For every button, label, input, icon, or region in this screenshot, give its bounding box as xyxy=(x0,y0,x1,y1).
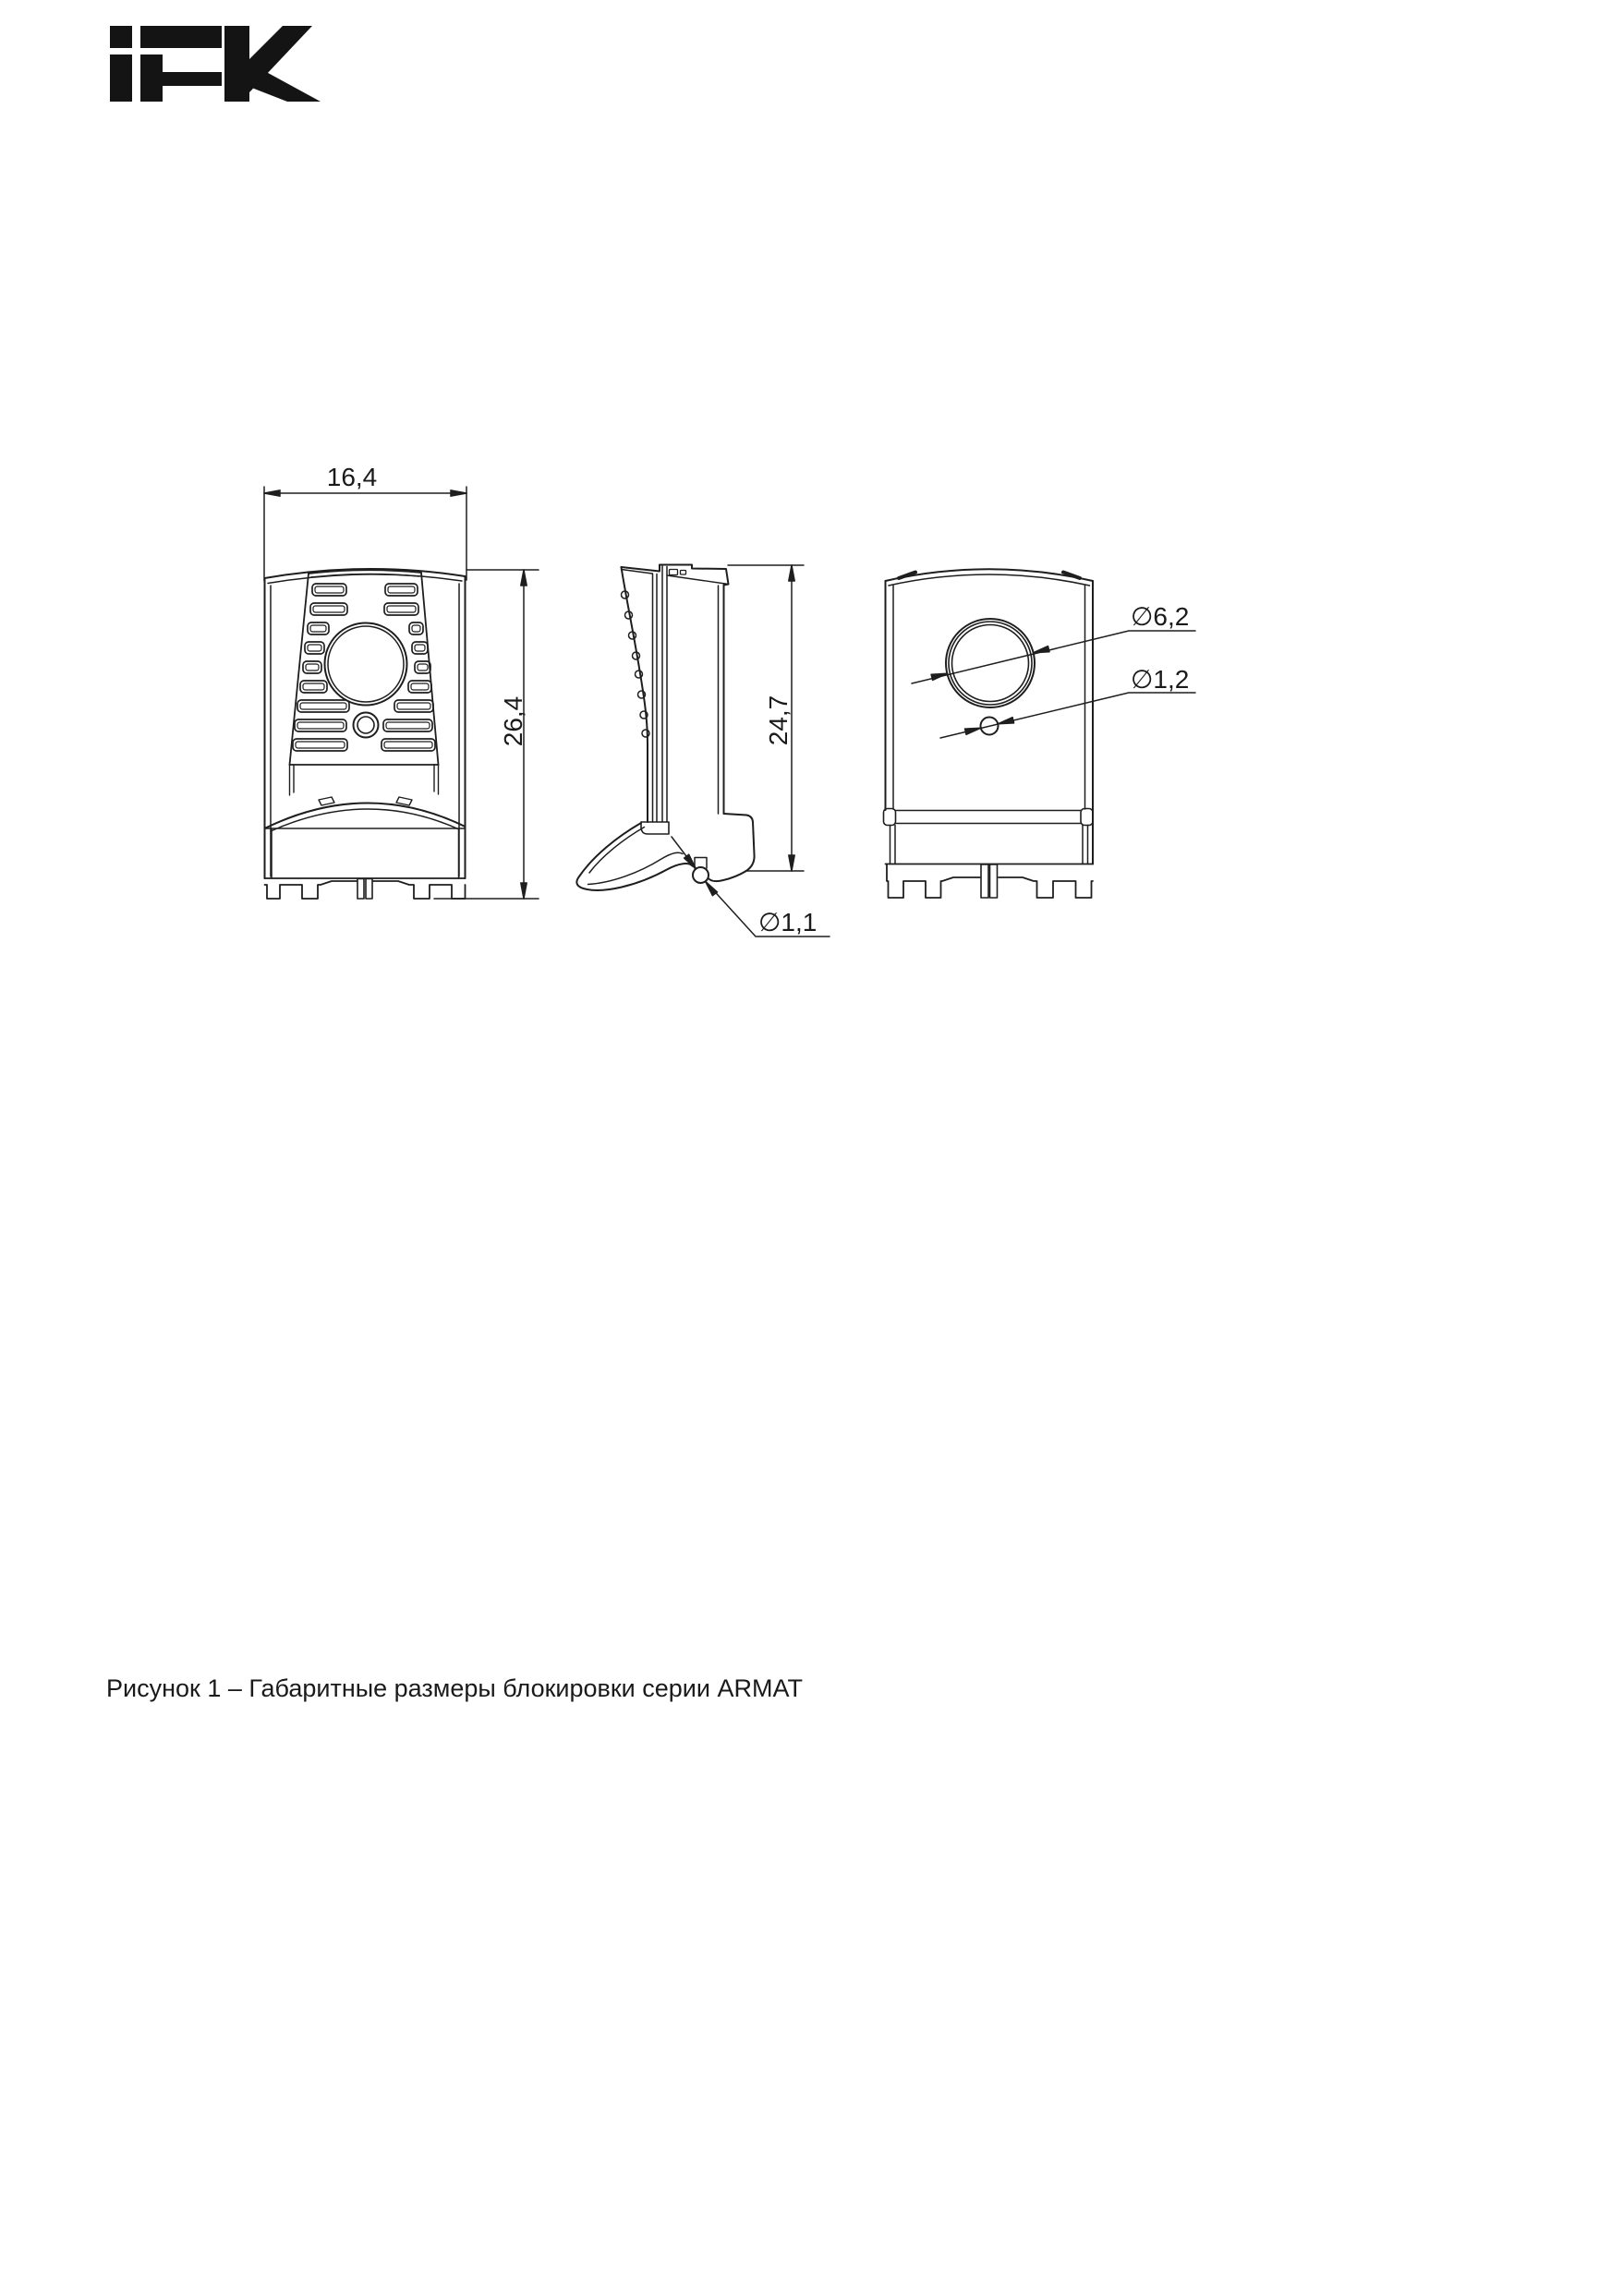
side-view xyxy=(576,565,754,890)
figure-caption: Рисунок 1 – Габаритные размеры блокировки серии ARMAT xyxy=(106,1674,803,1702)
dim-side-height-label: 24,7 xyxy=(764,695,793,746)
side-pin xyxy=(693,867,709,883)
dim-front-width-label: 16,4 xyxy=(326,463,378,491)
front-view xyxy=(265,569,466,899)
rear-view xyxy=(884,569,1094,898)
dim-front-height-label: 26,4 xyxy=(499,695,527,747)
dim-rear-small-hole-label: ∅1,2 xyxy=(1131,665,1190,694)
dim-front-width-graphics xyxy=(264,487,466,581)
rear-big-hole xyxy=(946,619,1035,707)
dim-side-pin-diameter-label: ∅1,1 xyxy=(758,908,818,937)
dim-rear-big-hole-label: ∅6,2 xyxy=(1131,602,1190,631)
front-big-hole xyxy=(325,623,407,706)
